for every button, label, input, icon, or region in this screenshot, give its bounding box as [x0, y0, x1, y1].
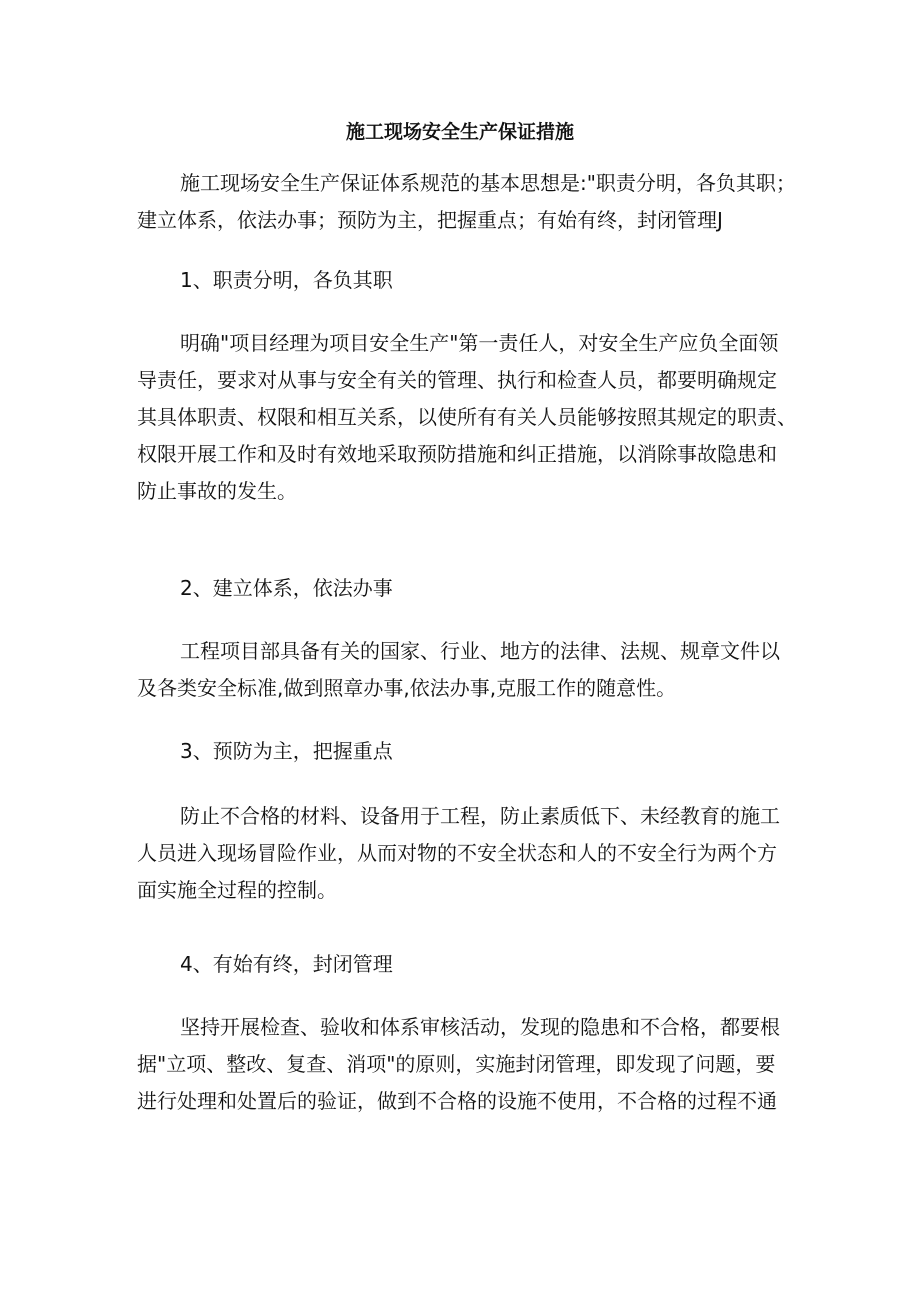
paragraph-line: 施工现场安全生产保证体系规范的基本思想是:"职责分明，各负其职；	[180, 171, 796, 195]
paragraph-line: 坚持开展检查、验收和体系审核活动，发现的隐患和不合格，都要根	[180, 1015, 780, 1039]
paragraph-line: 工程项目部具备有关的国家、行业、地方的法律、法规、规章文件以	[180, 639, 780, 663]
paragraph-line: 及各类安全标准,做到照章办事,依法办事,克服工作的随意性。	[137, 676, 677, 700]
paragraph-line: 面实施全过程的控制。	[137, 878, 337, 902]
section-heading-3: 3、预防为主，把握重点	[180, 739, 393, 763]
paragraph-line: 权限开展工作和及时有效地采取预防措施和纠正措施，以消除事故隐患和	[137, 442, 777, 466]
paragraph-line: 建立体系，依法办事；预防为主，把握重点；有始有终，封闭管理J	[137, 208, 723, 232]
paragraph-line: 防止事故的发生。	[137, 479, 297, 503]
section-paragraph-2	[137, 633, 785, 707]
paragraph-line: 防止不合格的材料、设备用于工程，防止素质低下、未经教育的施工	[180, 804, 780, 828]
paragraph-line: 人员进入现场冒险作业，从而对物的不安全状态和人的不安全行为两个方	[137, 841, 777, 865]
intro-paragraph	[137, 165, 796, 239]
section-paragraph-1	[137, 325, 797, 510]
section-paragraph-4	[137, 1009, 785, 1120]
paragraph-line: 明确"项目经理为项目安全生产"第一责任人，对安全生产应负全面领	[180, 331, 779, 355]
paragraph-line: 其具体职责、权限和相互关系，以使所有有关人员能够按照其规定的职责、	[137, 405, 797, 429]
paragraph-line: 据"立项、整改、复查、消项"的原则，实施封闭管理，即发现了问题，要	[137, 1052, 776, 1076]
section-paragraph-3	[137, 798, 785, 909]
section-heading-2: 2、建立体系，依法办事	[180, 576, 393, 600]
section-heading-4: 4、有始有终，封闭管理	[180, 952, 393, 976]
section-heading-1: 1、职责分明，各负其职	[180, 268, 393, 292]
paragraph-line: 进行处理和处置后的验证，做到不合格的设施不使用，不合格的过程不通	[137, 1089, 777, 1113]
page-title: 施工现场安全生产保证措施	[345, 121, 574, 143]
paragraph-line: 导责任，要求对从事与安全有关的管理、执行和检查人员，都要明确规定	[137, 368, 777, 392]
